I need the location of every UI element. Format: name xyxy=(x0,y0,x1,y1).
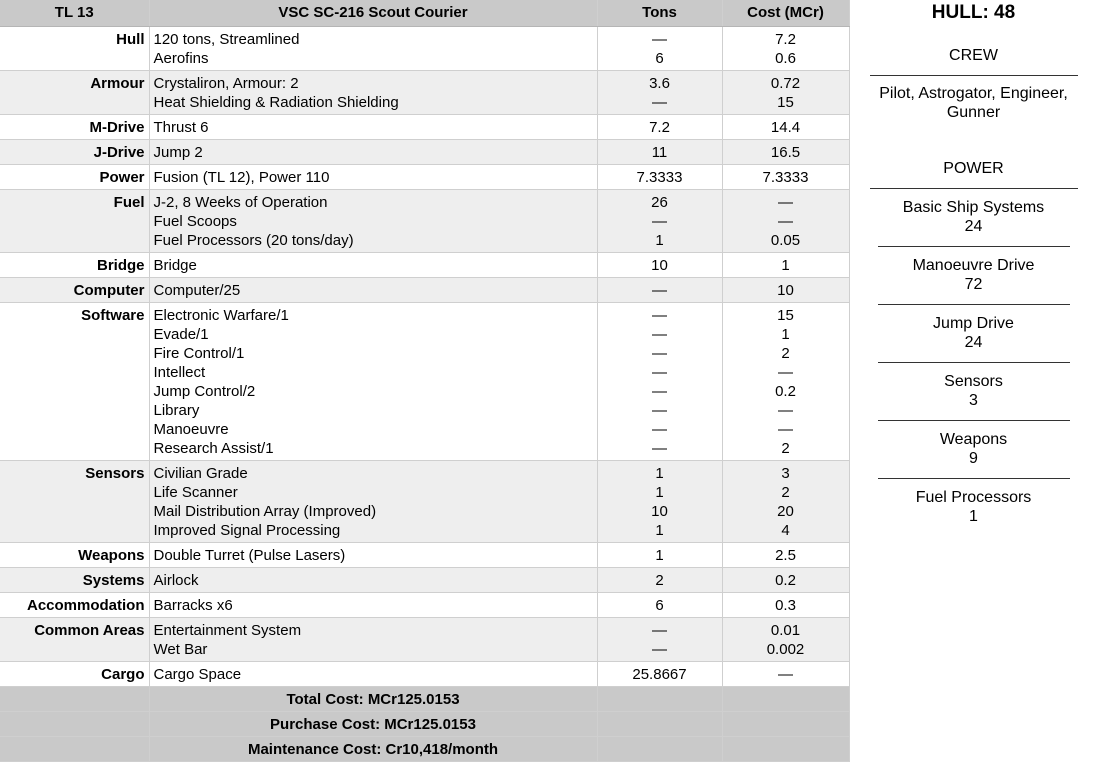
row-category: Cargo xyxy=(0,661,149,686)
maintenance-cost-row xyxy=(0,736,849,761)
tech-level-header: TL 13 xyxy=(0,0,149,26)
power-item xyxy=(849,305,1098,362)
item-tons: — xyxy=(652,420,667,438)
row-description xyxy=(149,302,597,460)
row-cost xyxy=(722,302,849,460)
row-category: Weapons xyxy=(0,542,149,567)
row-description xyxy=(149,26,597,70)
item-tons: — xyxy=(652,281,667,299)
row-category: M-Drive xyxy=(0,114,149,139)
item-description: Improved Signal Processing xyxy=(153,521,341,539)
item-description: Library xyxy=(153,401,200,419)
row-category: Common Areas xyxy=(0,617,149,661)
item-cost: 0.05 xyxy=(770,231,801,249)
power-item-label: Basic Ship Systems xyxy=(902,199,1045,216)
row-tons xyxy=(597,139,722,164)
purchase-cost: Purchase Cost: MCr125.0153 xyxy=(149,711,597,736)
item-description: Heat Shielding & Radiation Shielding xyxy=(153,93,399,111)
table-row xyxy=(0,542,849,567)
power-item-value: 3 xyxy=(969,392,978,409)
row-category: Hull xyxy=(0,26,149,70)
item-description: Aerofins xyxy=(153,49,209,67)
spec-body xyxy=(0,26,849,686)
item-tons: 7.3333 xyxy=(636,168,683,186)
item-tons: — xyxy=(652,401,667,419)
table-row xyxy=(0,302,849,460)
item-cost: 14.4 xyxy=(770,118,801,136)
row-cost xyxy=(722,542,849,567)
power-item xyxy=(849,189,1098,246)
row-cost xyxy=(722,70,849,114)
item-description: Crystaliron, Armour: 2 xyxy=(153,74,299,92)
item-description: Wet Bar xyxy=(153,640,208,658)
item-cost: — xyxy=(778,363,793,381)
table-row xyxy=(0,26,849,70)
item-cost: 4 xyxy=(781,521,790,539)
row-cost xyxy=(722,592,849,617)
row-cost xyxy=(722,26,849,70)
item-description: Evade/1 xyxy=(153,325,209,343)
hull-points: HULL: 48 xyxy=(931,2,1016,23)
item-cost: 16.5 xyxy=(770,143,801,161)
item-cost: 15 xyxy=(777,93,794,111)
table-row xyxy=(0,567,849,592)
item-description: Electronic Warfare/1 xyxy=(153,306,289,324)
row-tons xyxy=(597,26,722,70)
row-description xyxy=(149,592,597,617)
item-cost: 2 xyxy=(781,439,790,457)
item-cost: 2 xyxy=(781,483,790,501)
table-row xyxy=(0,277,849,302)
table-row xyxy=(0,661,849,686)
power-item-value: 1 xyxy=(969,508,978,525)
item-tons: 11 xyxy=(651,143,668,161)
crew-list: Pilot, Astrogator, Engineer, Gunner xyxy=(879,85,1068,121)
item-description: Fuel Processors (20 tons/day) xyxy=(153,231,354,249)
crew-heading: CREW xyxy=(949,47,998,64)
purchase-cost-row xyxy=(0,711,849,736)
item-tons: 3.6 xyxy=(649,74,670,92)
item-description: Mail Distribution Array (Improved) xyxy=(153,502,377,520)
item-tons: 1 xyxy=(655,464,664,482)
item-description: J-2, 8 Weeks of Operation xyxy=(153,193,328,211)
item-cost: — xyxy=(778,420,793,438)
cost-header: Cost (MCr) xyxy=(722,0,849,26)
row-cost xyxy=(722,139,849,164)
item-description: Research Assist/1 xyxy=(153,439,274,457)
item-description: Bridge xyxy=(153,256,197,274)
table-row xyxy=(0,70,849,114)
item-tons: — xyxy=(652,363,667,381)
row-description xyxy=(149,114,597,139)
row-category: Bridge xyxy=(0,252,149,277)
power-list xyxy=(849,188,1098,536)
item-description: Double Turret (Pulse Lasers) xyxy=(153,546,346,564)
power-item-value: 24 xyxy=(964,334,983,351)
item-tons: 25.8667 xyxy=(632,665,687,683)
item-cost: 1 xyxy=(781,256,790,274)
item-description: Life Scanner xyxy=(153,483,238,501)
total-cost-row xyxy=(0,686,849,711)
item-cost: 20 xyxy=(777,502,794,520)
item-cost: 1 xyxy=(781,325,790,343)
item-cost: — xyxy=(778,212,793,230)
power-item-label: Sensors xyxy=(944,373,1003,390)
row-cost xyxy=(722,189,849,252)
row-cost xyxy=(722,661,849,686)
item-description: Barracks x6 xyxy=(153,596,233,614)
item-cost: 10 xyxy=(777,281,794,299)
table-row xyxy=(0,592,849,617)
item-tons: 1 xyxy=(655,521,664,539)
item-tons: 10 xyxy=(651,502,668,520)
item-cost: 0.72 xyxy=(770,74,801,92)
row-cost xyxy=(722,567,849,592)
row-cost xyxy=(722,460,849,542)
item-tons: — xyxy=(652,93,667,111)
item-tons: — xyxy=(652,325,667,343)
table-header-row xyxy=(0,0,849,26)
row-tons xyxy=(597,277,722,302)
power-item-label: Jump Drive xyxy=(933,315,1014,332)
item-description: Civilian Grade xyxy=(153,464,248,482)
power-item xyxy=(849,247,1098,304)
row-category: Accommodation xyxy=(0,592,149,617)
row-description xyxy=(149,542,597,567)
row-description xyxy=(149,661,597,686)
item-cost: 0.3 xyxy=(775,596,796,614)
item-cost: — xyxy=(778,665,793,683)
row-tons xyxy=(597,567,722,592)
row-tons xyxy=(597,189,722,252)
row-description xyxy=(149,567,597,592)
item-tons: — xyxy=(652,621,667,639)
table-row xyxy=(0,189,849,252)
item-tons: — xyxy=(652,439,667,457)
table-row xyxy=(0,617,849,661)
item-tons: 7.2 xyxy=(649,118,670,136)
table-row xyxy=(0,252,849,277)
item-cost: 0.01 xyxy=(770,621,801,639)
row-description xyxy=(149,617,597,661)
ship-name-header: VSC SC-216 Scout Courier xyxy=(149,0,597,26)
power-item-label: Weapons xyxy=(939,431,1008,448)
row-cost xyxy=(722,114,849,139)
row-description xyxy=(149,277,597,302)
row-tons xyxy=(597,252,722,277)
total-cost: Total Cost: MCr125.0153 xyxy=(149,686,597,711)
table-row xyxy=(0,460,849,542)
power-item xyxy=(849,479,1098,536)
item-description: Jump Control/2 xyxy=(153,382,256,400)
item-cost: 7.3333 xyxy=(762,168,809,186)
row-category: Fuel xyxy=(0,189,149,252)
row-tons xyxy=(597,114,722,139)
row-category: Software xyxy=(0,302,149,460)
row-description xyxy=(149,164,597,189)
item-description: Jump 2 xyxy=(153,143,203,161)
item-tons: — xyxy=(652,212,667,230)
item-tons: — xyxy=(652,344,667,362)
row-tons xyxy=(597,70,722,114)
table-row xyxy=(0,114,849,139)
row-category: Systems xyxy=(0,567,149,592)
row-description xyxy=(149,70,597,114)
row-tons xyxy=(597,592,722,617)
item-tons: 2 xyxy=(655,571,664,589)
item-tons: — xyxy=(652,640,667,658)
power-item-value: 24 xyxy=(964,218,983,235)
power-item xyxy=(849,421,1098,478)
row-tons xyxy=(597,164,722,189)
item-description: Manoeuvre xyxy=(153,420,229,438)
power-item-label: Manoeuvre Drive xyxy=(912,257,1035,274)
item-tons: 1 xyxy=(655,231,664,249)
row-description xyxy=(149,252,597,277)
item-tons: 1 xyxy=(655,483,664,501)
row-cost xyxy=(722,252,849,277)
tons-header: Tons xyxy=(597,0,722,26)
item-tons: 10 xyxy=(651,256,668,274)
row-tons xyxy=(597,302,722,460)
item-description: Fusion (TL 12), Power 110 xyxy=(153,168,330,186)
row-category: Power xyxy=(0,164,149,189)
item-cost: — xyxy=(778,193,793,211)
table-row xyxy=(0,139,849,164)
item-description: Entertainment System xyxy=(153,621,302,639)
item-tons: — xyxy=(652,306,667,324)
item-cost: 3 xyxy=(781,464,790,482)
item-tons: 1 xyxy=(655,546,664,564)
power-item-value: 72 xyxy=(964,276,983,293)
row-description xyxy=(149,460,597,542)
item-tons: 26 xyxy=(651,193,668,211)
row-tons xyxy=(597,661,722,686)
item-cost: 2.5 xyxy=(775,546,796,564)
row-cost xyxy=(722,164,849,189)
item-description: Airlock xyxy=(153,571,199,589)
item-description: Fire Control/1 xyxy=(153,344,245,362)
row-cost xyxy=(722,617,849,661)
item-cost: 0.002 xyxy=(766,640,805,658)
row-cost xyxy=(722,277,849,302)
item-cost: 0.2 xyxy=(775,571,796,589)
item-tons: — xyxy=(652,30,667,48)
item-description: Fuel Scoops xyxy=(153,212,237,230)
power-item xyxy=(849,363,1098,420)
item-cost: 2 xyxy=(781,344,790,362)
item-tons: 6 xyxy=(655,596,664,614)
item-cost: 7.2 xyxy=(775,30,796,48)
item-cost: — xyxy=(778,401,793,419)
row-category: Armour xyxy=(0,70,149,114)
power-item-label: Fuel Processors xyxy=(915,489,1032,506)
side-panel xyxy=(849,0,1098,741)
row-description xyxy=(149,189,597,252)
item-description: 120 tons, Streamlined xyxy=(153,30,300,48)
table-row xyxy=(0,164,849,189)
row-description xyxy=(149,139,597,164)
power-item-value: 9 xyxy=(969,450,978,467)
item-cost: 0.6 xyxy=(775,49,796,67)
item-description: Computer/25 xyxy=(153,281,241,299)
row-tons xyxy=(597,617,722,661)
row-tons xyxy=(597,542,722,567)
item-description: Thrust 6 xyxy=(153,118,209,136)
power-heading: POWER xyxy=(943,160,1004,177)
item-tons: — xyxy=(652,382,667,400)
row-category: Computer xyxy=(0,277,149,302)
item-description: Intellect xyxy=(153,363,206,381)
row-tons xyxy=(597,460,722,542)
item-description: Cargo Space xyxy=(153,665,242,683)
row-category: Sensors xyxy=(0,460,149,542)
item-cost: 0.2 xyxy=(775,382,796,400)
item-tons: 6 xyxy=(655,49,664,67)
maintenance-cost: Maintenance Cost: Cr10,418/month xyxy=(149,736,597,761)
row-category: J-Drive xyxy=(0,139,149,164)
item-cost: 15 xyxy=(777,306,794,324)
